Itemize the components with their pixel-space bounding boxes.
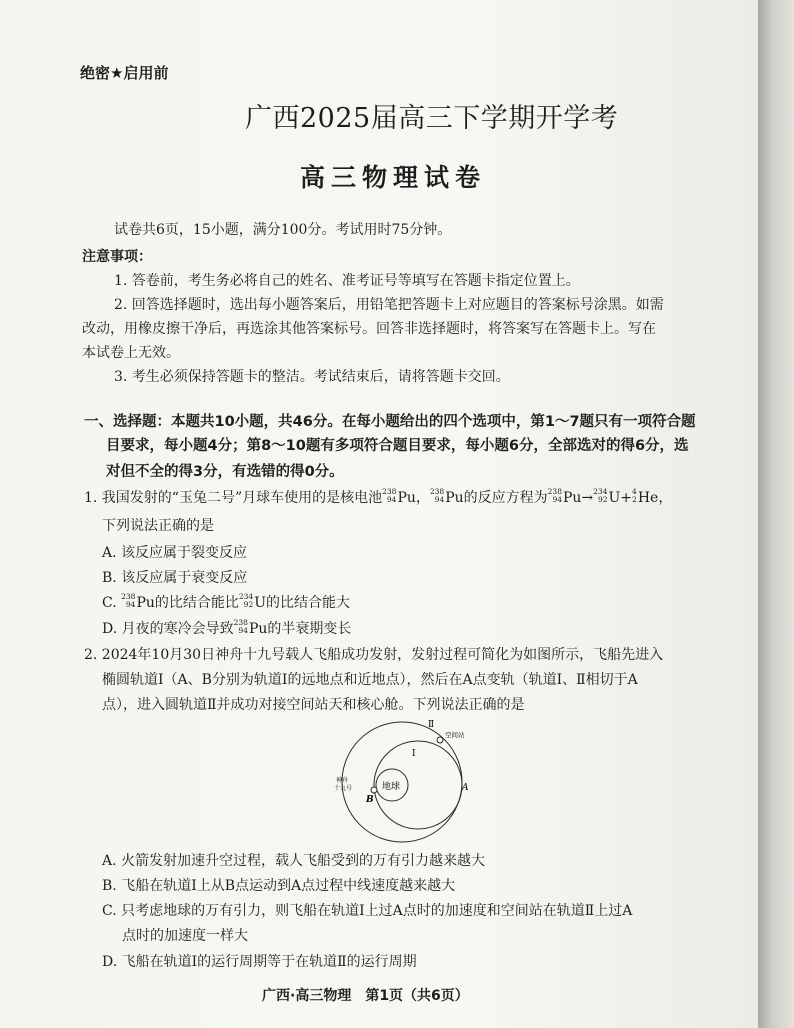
nuclide-u-234: 234 92 U — [593, 487, 621, 506]
q1-option-c: C. 238 94 Pu的比结合能比 234 92 U的比结合能大 — [102, 592, 351, 611]
point-b-label: B — [366, 795, 374, 805]
nuclide-pu-238: 238 94 Pu — [382, 487, 416, 506]
station-label: 空间站 — [445, 731, 465, 739]
nuclide-pu-238-b: 238 94 Pu — [429, 487, 464, 506]
q2-option-c-line-2: 点时的加速度一样大 — [122, 928, 248, 944]
orbit-1-label: Ⅰ — [412, 749, 416, 759]
orbit-2-label: Ⅱ — [428, 720, 435, 730]
spacecraft-icon — [371, 787, 377, 793]
q2-option-a: A. 火箭发射加速升空过程，载人飞船受到的万有引力越来越大 — [102, 853, 486, 869]
notice-item-2-line-2: 改动，用橡皮擦干净后，再选涂其他答案标号。回答非选择题时，将答案写在答题卡上。写在 — [82, 321, 656, 337]
q1-option-b: B. 该反应属于衰变反应 — [102, 570, 248, 586]
nuclide-pu-238-c: 238 94 Pu — [547, 487, 582, 506]
q2-option-b: B. 飞船在轨道Ⅰ上从B点运动到A点过程中线速度越来越大 — [102, 878, 456, 894]
q1-stem-line-2: 下列说法正确的是 — [102, 518, 214, 534]
q2-option-c-line-1: C. 只考虑地球的万有引力，则飞船在轨道Ⅰ上过A点时的加速度和空间站在轨道Ⅱ上过A — [102, 903, 633, 919]
notice-item-2-line-3: 本试卷上无效。 — [82, 345, 180, 361]
exam-subtitle: 高三物理试卷 — [300, 163, 487, 192]
orbit-diagram — [330, 714, 490, 844]
q1-stem-start: 1. 我国发射的“玉兔二号”月球车使用的是核电池 — [84, 490, 383, 506]
section-1-heading-line-3: 对但不全的得3分，有选错的得0分。 — [106, 464, 344, 480]
orbit-2-circle — [342, 722, 462, 842]
ship-label-line-1: 神舟 — [336, 777, 349, 784]
nuclide-pu-238-e: 238 94 Pu — [233, 618, 268, 637]
exam-intro: 试卷共6页，15小题，满分100分。考试用时75分钟。 — [114, 222, 452, 238]
exam-title: 广西2025届高三下学期开学考 — [245, 103, 619, 134]
q2-stem-line-2: 椭圆轨道Ⅰ（A、B分别为轨道Ⅰ的远地点和近地点），然后在A点变轨（轨道Ⅰ、Ⅱ相切于A — [102, 672, 638, 688]
nuclide-pu-238-d: 238 94 Pu — [121, 592, 155, 611]
section-1-heading-line-2: 目要求，每小题4分；第8～10题有多项符合题目要求，每小题6分，全部选对的得6分，选 — [106, 438, 689, 454]
q1-option-d: D. 月夜的寒冷会导致 238 94 Pu的半衰期变长 — [102, 618, 352, 637]
confidential-label: 绝密★启用前 — [80, 64, 169, 82]
space-station-icon — [437, 737, 443, 743]
point-a-label: A — [462, 783, 469, 793]
earth-label: 地球 — [382, 782, 401, 792]
nuclide-u-234-b: 234 92 U — [238, 592, 267, 611]
ship-label-line-2: 十九号 — [334, 785, 353, 792]
notice-item-3: 3. 考生必须保持答题卡的整洁。考试结束后，请将答题卡交回。 — [114, 369, 510, 385]
page-edge-shadow — [758, 0, 794, 1028]
q2-option-d: D. 飞船在轨道Ⅰ的运行周期等于在轨道Ⅱ的运行周期 — [102, 954, 417, 970]
notice-item-2-line-1: 2. 回答选择题时，选出每小题答案后，用铅笔把答题卡上对应题目的答案标号涂黑。如需 — [114, 297, 664, 313]
q1-stem-line-1: 1. 我国发射的“玉兔二号”月球车使用的是核电池 238 94 Pu， 238 94 Pu的反应方程为 238 94 Pu→ 234 92 U+ 4 2 He， — [84, 487, 673, 506]
nuclide-he-4: 4 2 He — [632, 487, 659, 506]
notice-heading: 注意事项： — [82, 249, 152, 265]
section-1-heading-line-1: 一、选择题：本题共10小题，共46分。在每小题给出的四个选项中，第1～7题只有一项符合题 — [84, 414, 696, 430]
q2-stem-line-1: 2. 2024年10月30日神舟十九号载人飞船成功发射，发射过程可简化为如图所示，飞船先进入 — [84, 647, 664, 663]
page-footer: 广西·高三物理 第1页（共6页） — [262, 988, 469, 1004]
reaction-arrow: → — [581, 490, 594, 506]
q1-option-a: A. 该反应属于裂变反应 — [102, 545, 248, 561]
q2-stem-line-3: 点），进入圆轨道Ⅱ并成功对接空间站天和核心舱。下列说法正确的是 — [102, 697, 525, 713]
notice-item-1: 1. 答卷前，考生务必将自己的姓名、准考证号等填写在答题卡指定位置上。 — [114, 273, 580, 289]
